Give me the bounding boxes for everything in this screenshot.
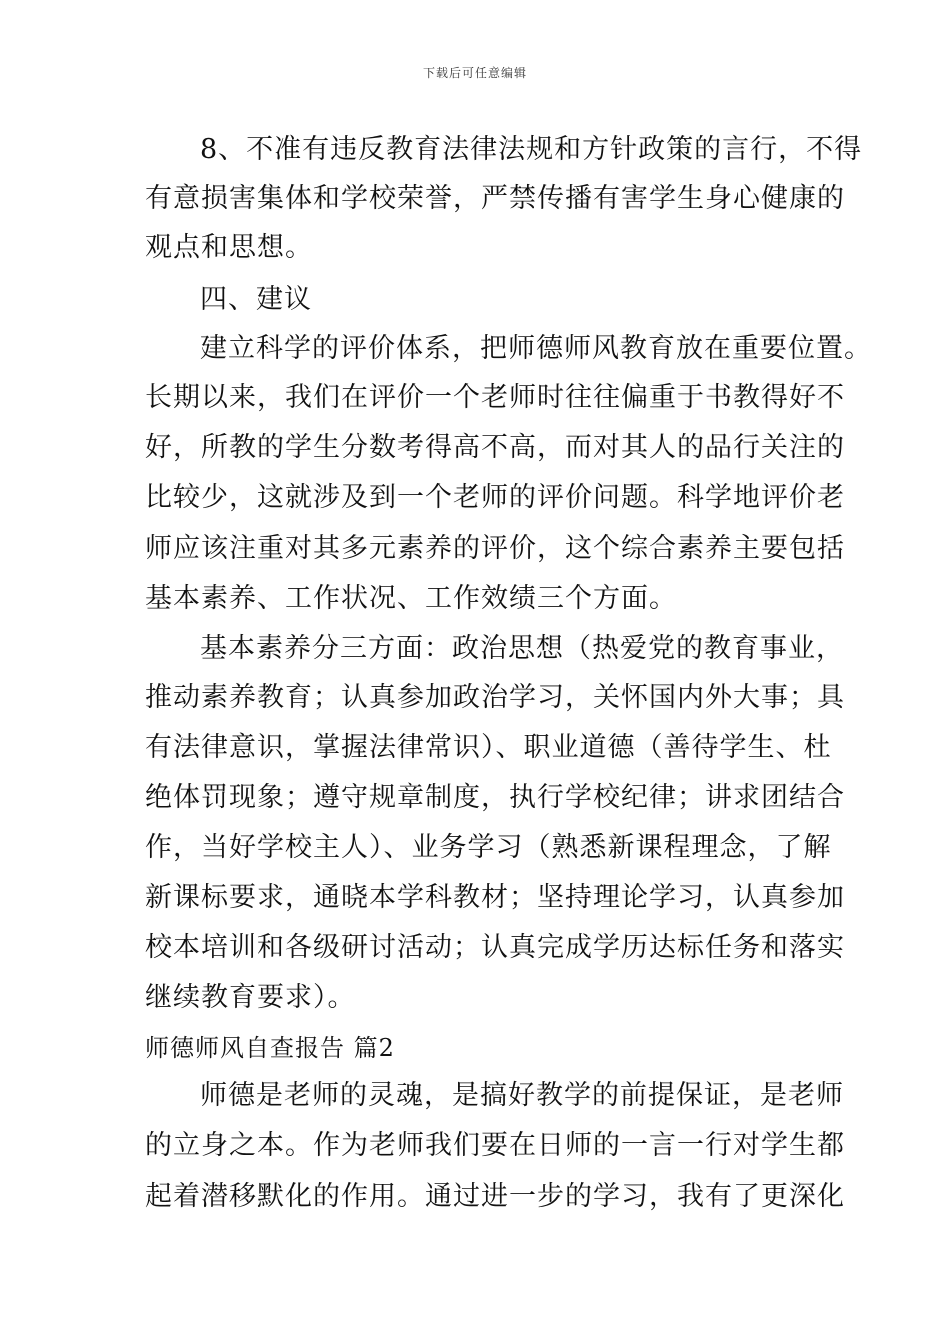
paragraph-line: 长期以来，我们在评价一个老师时往往偏重于书教得好不 [145,382,845,413]
paragraph-line: 继续教育要求）。 [145,982,356,1013]
paragraph-line: 好，所教的学生分数考得高不高，而对其人的品行关注的 [145,432,845,463]
paragraph-line: 有意损害集体和学校荣誉，严禁传播有害学生身心健康的 [145,183,845,214]
paragraph-line: 有法律意识，掌握法律常识）、职业道德（善待学生、杜 [145,732,832,763]
section-title: 师德师风自查报告 篇2 [145,1034,395,1062]
page-header-note: 下载后可任意编辑 [422,66,527,80]
paragraph-line: 8、不准有违反教育法律法规和方针政策的言行，不得 [200,134,863,165]
section-heading: 四、建议 [200,284,312,315]
paragraph-line: 新课标要求，通晓本学科教材；坚持理论学习，认真参加 [145,882,845,913]
paragraph-line: 校本培训和各级研讨活动；认真完成学历达标任务和落实 [145,932,845,963]
paragraph-line: 基本素养分三方面：政治思想（热爱党的教育事业， [200,633,844,664]
paragraph-line: 师应该注重对其多元素养的评价，这个综合素养主要包括 [145,533,845,564]
paragraph-line: 建立科学的评价体系，把师德师风教育放在重要位置。 [200,333,872,364]
paragraph-line: 观点和思想。 [145,232,313,263]
paragraph-line: 的立身之本。作为老师我们要在日师的一言一行对学生都 [145,1130,845,1161]
paragraph-line: 绝体罚现象；遵守规章制度，执行学校纪律；讲求团结合 [145,782,845,813]
paragraph-line: 师德是老师的灵魂，是搞好教学的前提保证，是老师 [200,1080,844,1111]
paragraph-line: 基本素养、工作状况、工作效绩三个方面。 [145,583,677,614]
paragraph-line: 比较少，这就涉及到一个老师的评价问题。科学地评价老 [145,482,845,513]
paragraph-line: 起着潜移默化的作用。通过进一步的学习，我有了更深化 [145,1181,845,1212]
paragraph-line: 推动素养教育；认真参加政治学习，关怀国内外大事；具 [145,682,845,713]
paragraph-line: 作，当好学校主人）、业务学习（熟悉新课程理念，了解 [145,832,832,863]
